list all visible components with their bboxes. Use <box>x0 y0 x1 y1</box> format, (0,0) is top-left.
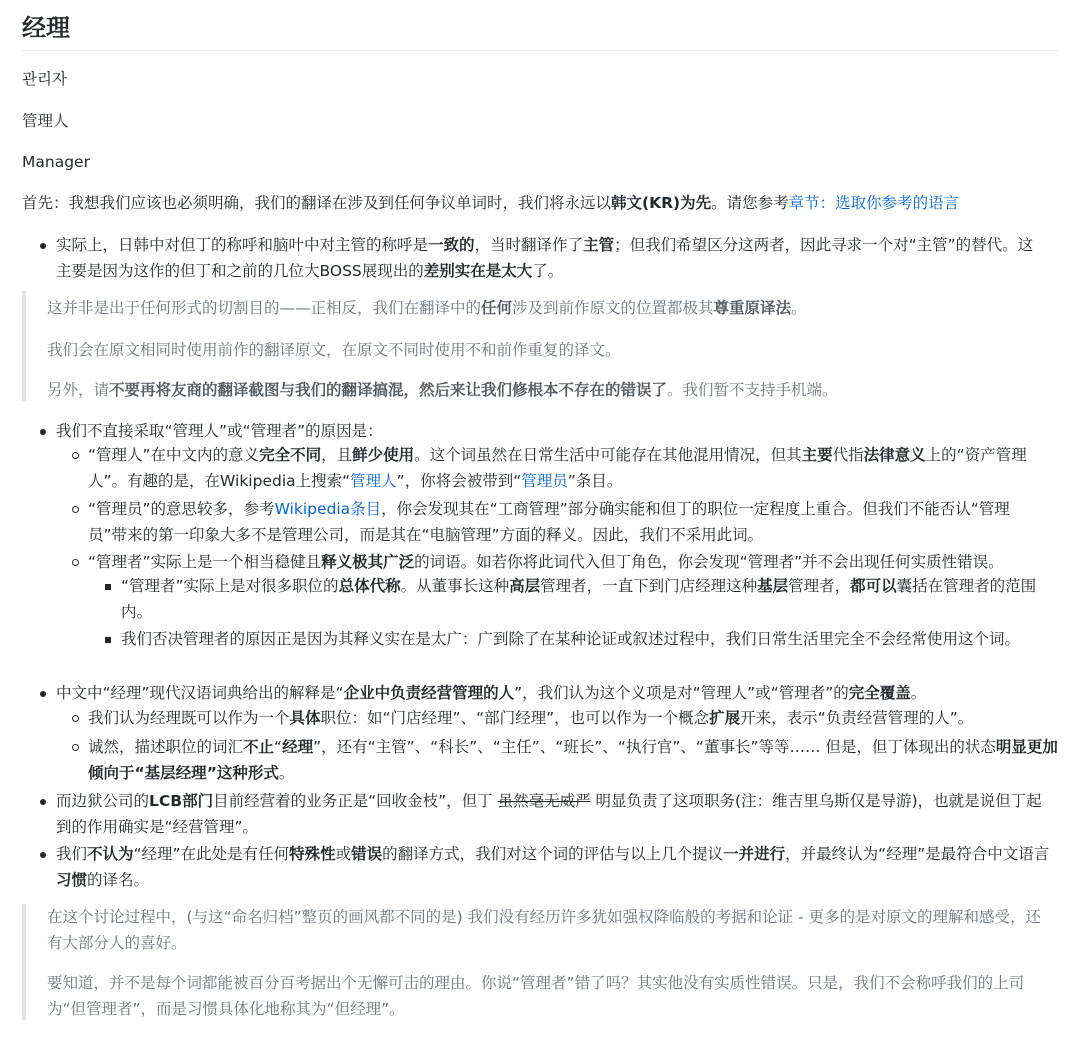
list-item: 我们不认为“经理”在此处是有任何特殊性或错误的翻译方式，我们对这个词的评估与以上几个提议一并进行，并最终认为“经理”是最符合中文语言习惯的译名。 <box>56 841 1050 893</box>
bullet-marker <box>70 496 80 522</box>
wiki-entry-link[interactable]: Wikipedia条目 <box>274 500 382 518</box>
quote-paragraph: 我们会在原文相同时使用前作的翻译原文，在原文不同时使用不和前作重复的译文。 <box>47 341 621 359</box>
sub-list-item: “管理员”的意思较多，参考Wikipedia条目，你会发现其在“工商管理”部分确实能和但丁的职位一定程度上重合。但我们不能否认“管理员”带来的第一印象大多不是管理公司，而是其在“电脑管理”方面的释义。因此，我们不采用此词。 <box>88 496 1048 548</box>
sub-sub-list-item: 我们否决管理者的原因正是因为其释义实在是太广：广到除了在某种论证或叙述过程中，我们日常生活里完全不会经常使用这个词。 <box>121 626 1051 652</box>
bullet-marker <box>70 705 80 731</box>
bullet-marker <box>70 442 80 468</box>
sub-sub-list-item: “管理者”实际上是对很多职位的总体代称。从董事长这种高层管理者，一直下到门店经理这种基层管理者，都可以囊括在管理者的范围内。 <box>121 573 1061 625</box>
term-chinese: 管理人 <box>22 112 69 130</box>
bullet-marker <box>38 418 48 444</box>
bullet-marker <box>70 549 80 575</box>
strikethrough-text: 虽然毫无威严 <box>497 792 591 810</box>
bullet-marker <box>38 232 48 258</box>
list-item: 我们不直接采取“管理人”或“管理者”的原因是： <box>56 418 1046 444</box>
list-item: 实际上，日韩中对但丁的称呼和脑叶中对主管的称呼是一致的，当时翻译作了主管；但我们希望区分这两者，因此寻求一个对“主管”的替代。这主要是因为这作的但丁和之前的几位大BOSS展现出的差别实在是太大了。 <box>56 232 1040 284</box>
term-english: Manager <box>22 153 90 171</box>
list-item: 而边狱公司的LCB部门目前经营着的业务正是“回收金枝”，但丁 虽然毫无威严 明显负责了这项职务(注：维吉里乌斯仅是导游)，也就是说但丁起到的作用确实是“经营管理”。 <box>56 788 1050 840</box>
blockquote-1 <box>22 291 1057 401</box>
list-item: 中文中“经理”现代汉语词典给出的解释是“企业中负责经营管理的人”，我们认为这个义项是对“管理人”或“管理者”的完全覆盖。 <box>56 680 1046 706</box>
bullet-marker <box>103 626 113 652</box>
quote-paragraph: 要知道，并不是每个词都能被百分百考据出个无懈可击的理由。你说“管理者”错了吗？其实他没有实质性错误。只是，我们不会称呼我们的上司为“但管理者”，而是习惯具体化地称其为“但经理”。 <box>47 974 1025 1018</box>
sub-list-item: “管理人”在中文内的意义完全不同，且鲜少使用。这个词虽然在日常生活中可能存在其他混用情况，但其主要代指法律意义上的“资产管理人”。有趣的是，在Wikipedia上搜索“管理人”，你将会被带到“管理员”条目。 <box>88 442 1058 494</box>
blockquote-2 <box>22 904 1057 1020</box>
wiki-link-administrator[interactable]: 管理员 <box>521 472 568 490</box>
bullet-marker <box>38 841 48 867</box>
term-korean: 관리자 <box>22 70 67 88</box>
bullet-marker <box>38 788 48 814</box>
sub-list-item: “管理者”实际上是一个相当稳健且释义极其广泛的词语。如若你将此词代入但丁角色，你会发现“管理者”并不会出现任何实质性错误。 <box>88 549 1058 575</box>
bullet-marker <box>70 734 80 760</box>
intro-paragraph: 首先：我想我们应该也必须明确，我们的翻译在涉及到任何争议单词时，我们将永远以韩文(KR)为先。请您参考章节：选取你参考的语言 <box>22 194 960 212</box>
quote-paragraph: 在这个讨论过程中，(与这“命名归档”整页的画风都不同的是) 我们没有经历许多犹如强权降临般的考据和论证 - 更多的是对原文的理解和感受，还有大部分人的喜好。 <box>47 908 1042 952</box>
sub-list-item: 诚然，描述职位的词汇不止“经理”，还有“主管”、“科长”、“主任”、“班长”、“执行官”、“董事长”等等…… 但是，但丁体现出的状态明显更加倾向于“基层经理”这种形式。 <box>88 734 1058 786</box>
language-section-link[interactable]: 章节：选取你参考的语言 <box>788 194 960 212</box>
bullet-marker <box>103 573 113 599</box>
quote-paragraph: 这并非是出于任何形式的切割目的——正相反，我们在翻译中的任何涉及到前作原文的位置都极其尊重原译法。 <box>47 299 807 317</box>
sub-list-item: 我们认为经理既可以作为一个具体职位：如“门店经理”、“部门经理”，也可以作为一个概念扩展开来，表示“负责经营管理的人”。 <box>88 705 1058 731</box>
page-title: 经理 <box>22 10 1058 51</box>
quote-paragraph: 另外，请不要再将友商的翻译截图与我们的翻译搞混，然后来让我们修根本不存在的错误了。我们暂不支持手机端。 <box>47 381 838 399</box>
wiki-link-managers[interactable]: 管理人 <box>350 472 397 490</box>
bullet-marker <box>38 680 48 706</box>
